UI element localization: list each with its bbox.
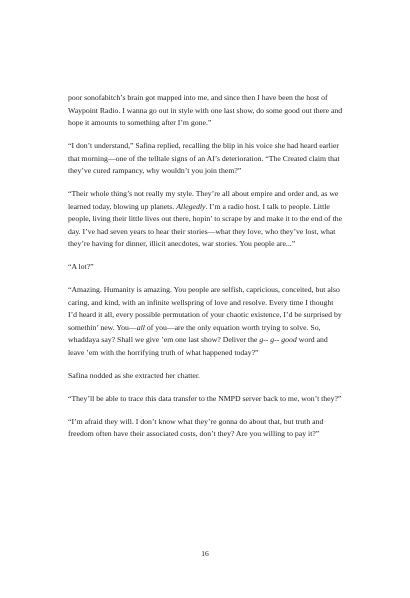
paragraph-5 bbox=[68, 284, 344, 359]
paragraph-6 bbox=[68, 370, 344, 383]
body-text bbox=[68, 92, 344, 451]
paragraph-4-text: “A lot?” bbox=[68, 262, 94, 271]
paragraph-3 bbox=[68, 188, 344, 251]
paragraph-7-text: “They’ll be able to trace this data transfer to the NMPD server back to me, won’t they?” bbox=[68, 393, 342, 403]
paragraph-1 bbox=[68, 92, 344, 130]
paragraph-5-text-b: of you—are the only equation worth trying to solve. So, whaddaya say? Shall we give ’em one last show? Deliver the bbox=[68, 322, 321, 344]
paragraph-4 bbox=[68, 261, 344, 274]
paragraph-2-text: “I don’t understand,” Safina replied, recalling the blip in his voice she had heard earlier that morning—one of the telltale signs of an AI’s deterioration. “The Created claim that they’ve cured rampancy, why wouldn’t you join them?” bbox=[68, 141, 340, 175]
paragraph-1-text: poor sonofabitch’s brain got mapped into me, and since then I have been the host of Waypoint Radio. I wanna go out in style with one last show, do some good out there and hope it amounts to something after I’m gone.” bbox=[68, 93, 343, 127]
paragraph-3-text-a: “Their whole thing’s not really my style. They’re all about empire and order and, as we learned today, blowing up planets. bbox=[68, 189, 339, 211]
paragraph-7 bbox=[68, 393, 344, 406]
paragraph-5-text-c: word and leave ’em with the horrifying truth of what happened today?” bbox=[68, 335, 328, 357]
paragraph-8 bbox=[68, 416, 344, 441]
paragraph-3-emphasis: Allegedly bbox=[176, 201, 206, 211]
page-number: 16 bbox=[201, 549, 209, 558]
paragraph-8-text: “I’m afraid they will. I don’t know what they’re gonna do about that, but truth and freedom often have their associated costs, don’t they? Are you willing to pay it?” bbox=[68, 416, 324, 438]
paragraph-5-emphasis-good: g-- g-- good bbox=[259, 335, 297, 344]
paragraph-2 bbox=[68, 140, 344, 178]
paragraph-3-text-b: . I’m a radio host. I talk to people. Little people, living their little lives out there, hopin’ to scrape by and make it to the end of the day. I’ve had seven years to hear their stories—what they love, who they’ve lost, what they’re having for dinner, illicit anecdotes, war stories. You people are...” bbox=[68, 201, 343, 248]
paragraph-5-text-a: “Amazing. Humanity is amazing. You people are selfish, capricious, conceited, but also caring, and kind, with an infinite wellspring of love and resolve. Every time I thought I’d heard it all, every possible permutation of your chaotic existence, I’d be surprised by somethin’ new. You— bbox=[68, 285, 342, 332]
paragraph-5-emphasis-all: all bbox=[136, 322, 145, 332]
paragraph-6-text: Safina nodded as she extracted her chatter. bbox=[68, 370, 200, 380]
